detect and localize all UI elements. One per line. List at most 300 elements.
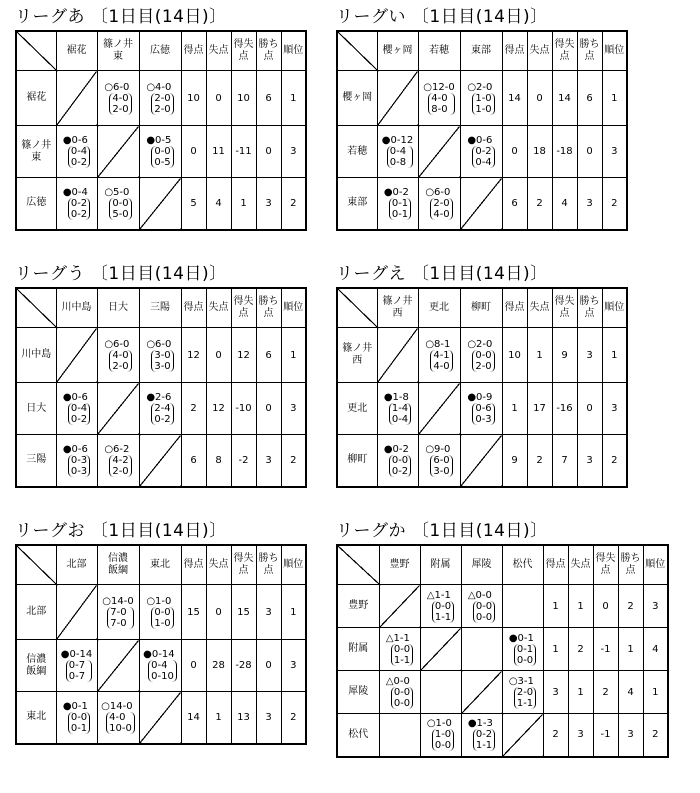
half-scores — [109, 455, 131, 477]
match-score: ○8-1 — [425, 338, 451, 350]
stat-cell: 2 — [593, 671, 618, 714]
league-title: リーグえ 〔1日目(14日)〕 — [336, 264, 548, 284]
stat-cell: 6 — [256, 71, 281, 126]
first-half-score: 0-1 — [516, 643, 534, 655]
stat-cell: 10 — [502, 328, 527, 383]
second-half-score: 0-3 — [70, 465, 88, 477]
second-half-score: 0-5 — [154, 157, 171, 168]
second-half-score: 1-0 — [154, 617, 171, 629]
table-row — [16, 435, 306, 487]
team-name: 東北 — [26, 711, 47, 723]
match-result-cell — [418, 71, 460, 126]
column-header-team — [460, 288, 502, 328]
match-score: ●1-8 — [383, 392, 409, 403]
stat-cell: 3 — [281, 640, 306, 692]
half-scores — [151, 93, 173, 115]
self-match-cell — [379, 585, 420, 628]
half-scores — [151, 403, 173, 425]
second-half-score: 2-0 — [112, 103, 129, 115]
stat-cell: 7 — [552, 435, 577, 487]
match-result-cell — [460, 71, 502, 126]
column-header-stat — [231, 288, 256, 328]
corner-cell — [16, 31, 56, 71]
match-result-cell — [56, 435, 97, 487]
match-result-cell — [420, 714, 461, 757]
stat-cell: 3 — [602, 383, 627, 435]
stat-cell: 9 — [552, 328, 577, 383]
team-name: 豊野 — [389, 559, 410, 570]
stat-cell: 4 — [552, 178, 577, 230]
half-scores — [432, 729, 454, 751]
stat-cell: 1 — [568, 671, 593, 714]
stat-cell: 0 — [181, 640, 206, 692]
stat-cell: 2 — [527, 178, 552, 230]
table-row — [337, 585, 668, 628]
match-score: ○9-0 — [425, 443, 451, 455]
stat-cell: 15 — [181, 585, 206, 640]
stat-cell: 3 — [281, 383, 306, 435]
half-scores — [430, 198, 452, 220]
corner-cell — [337, 31, 377, 71]
second-half-score: 1-1 — [516, 697, 534, 709]
first-half-score: 2-0 — [433, 197, 450, 209]
stat-cell: 1 — [643, 671, 668, 714]
stat-label: 順位 — [604, 302, 625, 313]
second-half-score: 0-8 — [389, 157, 407, 168]
match-score: ○5-0 — [104, 186, 130, 198]
stat-cell: 28 — [206, 640, 231, 692]
self-match-cell — [139, 435, 181, 487]
match-score: △1-1 — [426, 589, 451, 601]
team-name: 松代 — [348, 728, 369, 740]
half-scores — [151, 607, 173, 629]
stat-cell: 3 — [281, 126, 306, 178]
table-row — [16, 692, 306, 744]
team-name: 更北 — [347, 402, 368, 414]
column-header-team — [418, 288, 460, 328]
team-name: 附属 — [430, 559, 451, 570]
match-result-cell — [97, 178, 139, 230]
table-row — [16, 585, 306, 640]
column-header-team — [56, 288, 97, 328]
second-half-score: 8-0 — [431, 103, 448, 115]
stat-cell: 1 — [231, 178, 256, 230]
self-match-cell — [460, 435, 502, 487]
column-header-team — [420, 545, 461, 585]
row-header-team — [337, 628, 379, 671]
column-header-stat — [527, 31, 552, 71]
table-row — [337, 126, 627, 178]
table-row — [337, 178, 627, 230]
stat-label: 勝ち 点 — [579, 39, 600, 62]
match-score: ○6-0 — [104, 81, 130, 93]
stat-label: 得点 — [183, 45, 204, 56]
match-result-cell — [56, 383, 97, 435]
half-scores — [472, 93, 494, 115]
self-match-cell — [461, 671, 502, 714]
self-match-cell — [97, 126, 139, 178]
stat-cell: 0 — [577, 126, 602, 178]
stat-cell: 15 — [231, 585, 256, 640]
stat-cell: 6 — [256, 328, 281, 383]
stat-label: 失点 — [570, 559, 591, 570]
team-name: 篠ノ井 東 — [21, 139, 52, 163]
stat-cell: 10 — [231, 71, 256, 126]
first-half-score: 0-0 — [475, 349, 492, 361]
column-header-stat — [552, 31, 577, 71]
stat-cell: 3 — [568, 714, 593, 757]
standings-table — [336, 544, 669, 758]
match-result-cell — [56, 178, 97, 230]
stat-cell: 17 — [527, 383, 552, 435]
second-half-score: 0-0 — [434, 740, 452, 752]
first-half-score: 1-0 — [434, 729, 452, 741]
half-scores — [472, 350, 494, 372]
column-header-stat — [181, 31, 206, 71]
stat-cell: 2 — [602, 178, 627, 230]
team-name: 広徳 — [26, 197, 47, 209]
match-result-cell — [461, 714, 502, 757]
stat-cell: 0 — [206, 585, 231, 640]
second-half-score: 0-0 — [516, 654, 534, 666]
row-header-team — [337, 435, 377, 487]
stat-cell: 2 — [618, 585, 643, 628]
stat-cell: 3 — [256, 178, 281, 230]
first-half-score: 0-0 — [70, 711, 88, 723]
second-half-score: 3-0 — [433, 465, 450, 477]
match-score: △0-0 — [467, 589, 492, 601]
team-name: 東部 — [471, 45, 491, 56]
stat-cell: 0 — [181, 126, 206, 178]
table-row — [337, 714, 668, 757]
match-score: ●0-5 — [146, 135, 172, 146]
second-half-score: 0-4 — [475, 157, 492, 168]
stat-cell: 0 — [206, 71, 231, 126]
table-row — [16, 71, 306, 126]
match-score: ○6-2 — [104, 443, 130, 455]
half-scores — [514, 644, 536, 666]
stat-cell: 0 — [577, 383, 602, 435]
match-result-cell — [379, 671, 420, 714]
half-scores — [151, 350, 173, 372]
half-scores — [473, 601, 495, 623]
stat-label: 得失 点 — [233, 296, 254, 319]
team-name: 信濃 飯綱 — [108, 553, 128, 576]
stat-cell: 0 — [502, 126, 527, 178]
stat-cell: 2 — [568, 628, 593, 671]
team-name: 若穂 — [347, 145, 368, 157]
self-match-cell — [56, 585, 97, 640]
column-header-stat — [643, 545, 668, 585]
row-header-team — [16, 178, 56, 230]
stat-label: 得失 点 — [233, 39, 254, 62]
stat-label: 順位 — [604, 45, 625, 56]
row-header-team — [16, 126, 56, 178]
match-result-cell — [461, 585, 502, 628]
column-header-team — [502, 545, 543, 585]
second-half-score: 0-2 — [70, 157, 88, 168]
stat-cell: 5 — [181, 178, 206, 230]
row-header-team — [337, 671, 379, 714]
match-result-cell — [56, 126, 97, 178]
second-half-score: 3-0 — [154, 360, 171, 372]
second-half-score: 1-1 — [475, 740, 493, 752]
second-half-score: 0-0 — [475, 611, 493, 623]
stat-label: 失点 — [529, 45, 550, 56]
self-match-cell — [502, 714, 543, 757]
second-half-score: 2-0 — [112, 360, 129, 372]
first-half-score: 0-2 — [475, 729, 493, 741]
stat-cell: 4 — [643, 628, 668, 671]
second-half-score: 0-0 — [393, 697, 411, 709]
match-result-cell — [460, 126, 502, 178]
stat-cell: 14 — [181, 692, 206, 744]
team-name: 東北 — [150, 559, 170, 570]
empty-match-cell — [502, 585, 543, 628]
half-scores — [68, 455, 90, 477]
match-score: ●0-12 — [381, 135, 414, 146]
stat-cell: 14 — [502, 71, 527, 126]
league-o — [15, 520, 307, 745]
stat-cell: 0 — [593, 585, 618, 628]
stat-label: 失点 — [208, 45, 229, 56]
column-header-stat — [231, 545, 256, 585]
self-match-cell — [139, 692, 181, 744]
match-result-cell — [139, 71, 181, 126]
league-title: リーグあ 〔1日目(14日)〕 — [15, 7, 227, 27]
half-scores — [389, 198, 411, 220]
column-header-stat — [181, 545, 206, 585]
table-row — [16, 126, 306, 178]
first-half-score: 4-0 — [112, 349, 129, 361]
league-title: リーグお 〔1日目(14日)〕 — [15, 521, 227, 541]
second-half-score: 2-0 — [475, 360, 492, 372]
first-half-score: 0-0 — [475, 600, 493, 612]
column-header-stat — [281, 545, 306, 585]
first-half-score: 6-0 — [433, 454, 450, 466]
stat-cell: 1 — [543, 585, 568, 628]
half-scores — [68, 403, 90, 425]
match-score: ●0-6 — [62, 443, 88, 455]
table-row — [16, 178, 306, 230]
first-half-score: 0-6 — [475, 403, 492, 414]
self-match-cell — [460, 178, 502, 230]
table-row — [16, 328, 306, 383]
team-name: 信濃 飯綱 — [26, 653, 47, 677]
half-scores — [391, 644, 413, 666]
row-header-team — [337, 71, 377, 126]
second-half-score: 0-3 — [475, 414, 492, 425]
match-result-cell — [377, 178, 418, 230]
match-score: ●0-1 — [508, 632, 534, 644]
stat-label: 得点 — [183, 302, 204, 313]
match-score: △1-1 — [385, 632, 410, 644]
stat-cell: 2 — [643, 714, 668, 757]
column-header-stat — [577, 288, 602, 328]
team-name: 若穂 — [429, 45, 449, 56]
stat-cell: 12 — [231, 328, 256, 383]
column-header-stat — [618, 545, 643, 585]
column-header-team — [377, 288, 418, 328]
column-header-stat — [593, 545, 618, 585]
self-match-cell — [97, 383, 139, 435]
team-name: 柳町 — [347, 454, 368, 466]
match-result-cell — [502, 671, 543, 714]
first-half-score: 7-0 — [110, 606, 127, 618]
first-half-score: 2-4 — [154, 403, 171, 414]
second-half-score: 0-2 — [70, 208, 88, 220]
match-score: ●1-3 — [467, 718, 493, 730]
first-half-score: 0-3 — [70, 454, 88, 466]
standings-table — [15, 544, 307, 745]
team-name: 更北 — [429, 302, 449, 313]
stat-cell: 1 — [602, 71, 627, 126]
table-row — [337, 435, 627, 487]
stat-cell: -2 — [231, 435, 256, 487]
match-score: ○1-0 — [426, 718, 452, 730]
half-scores — [106, 712, 135, 734]
match-result-cell — [97, 692, 139, 744]
stat-cell: 1 — [543, 628, 568, 671]
match-score: ●0-14 — [60, 649, 93, 660]
first-half-score: 4-2 — [112, 454, 129, 466]
match-score: ●0-14 — [143, 649, 175, 660]
half-scores — [107, 607, 133, 629]
half-scores — [151, 146, 173, 168]
corner-cell — [16, 545, 56, 585]
first-half-score: 0-1 — [391, 197, 409, 209]
stat-cell: 2 — [281, 435, 306, 487]
stat-label: 得点 — [504, 45, 525, 56]
empty-match-cell — [379, 714, 420, 757]
empty-match-cell — [461, 628, 502, 671]
self-match-cell — [56, 71, 97, 126]
match-result-cell — [139, 328, 181, 383]
first-half-score: 0-2 — [70, 197, 88, 209]
stat-cell: 0 — [256, 126, 281, 178]
match-result-cell — [377, 126, 418, 178]
row-header-team — [337, 714, 379, 757]
stat-cell: 2 — [281, 692, 306, 744]
second-half-score: 7-0 — [110, 617, 127, 629]
stat-cell: -16 — [552, 383, 577, 435]
league-e — [336, 263, 628, 488]
league-i — [336, 6, 628, 231]
column-header-stat — [256, 31, 281, 71]
table-row — [16, 383, 306, 435]
first-half-score: 4-0 — [431, 92, 448, 104]
stat-cell: 12 — [181, 328, 206, 383]
first-half-score: 1-4 — [391, 403, 409, 414]
second-half-score: 10-0 — [109, 722, 132, 734]
table-row — [337, 628, 668, 671]
standings-table — [15, 30, 307, 231]
first-half-score: 0-7 — [68, 660, 86, 671]
stat-label: 順位 — [283, 45, 304, 56]
team-name: 北部 — [66, 559, 87, 570]
stat-cell: 6 — [577, 71, 602, 126]
half-scores — [68, 146, 90, 168]
match-result-cell — [418, 328, 460, 383]
match-result-cell — [139, 585, 181, 640]
league-a — [15, 6, 307, 231]
match-score: ●0-4 — [62, 186, 88, 198]
stat-cell: 3 — [256, 692, 281, 744]
column-header-team — [139, 545, 181, 585]
first-half-score: 0-0 — [154, 606, 171, 618]
column-header-stat — [231, 31, 256, 71]
team-name: 北部 — [26, 606, 47, 617]
match-score: ●0-2 — [383, 186, 409, 198]
table-row — [337, 71, 627, 126]
stat-label: 勝ち 点 — [579, 296, 600, 319]
row-header-team — [337, 383, 377, 435]
stat-cell: 1 — [618, 628, 643, 671]
first-half-score: 2-0 — [154, 92, 171, 104]
stat-label: 得点 — [183, 559, 204, 570]
row-header-team — [16, 640, 56, 692]
stat-label: 順位 — [645, 559, 666, 570]
first-half-score: 0-0 — [112, 197, 129, 209]
stat-cell: 6 — [502, 178, 527, 230]
match-score: ○14-0 — [102, 595, 134, 607]
match-score: ○2-0 — [467, 338, 493, 350]
team-name: 松代 — [512, 559, 533, 570]
stat-cell: 3 — [256, 435, 281, 487]
stat-cell: 11 — [206, 126, 231, 178]
team-name: 日大 — [26, 402, 47, 414]
first-half-score: 0-0 — [154, 146, 171, 157]
match-score: △0-0 — [385, 675, 410, 687]
second-half-score: 0-4 — [391, 414, 409, 425]
match-score: ○3-1 — [508, 675, 534, 687]
corner-cell — [337, 288, 377, 328]
team-name: 三陽 — [26, 454, 47, 466]
match-score: ○2-0 — [467, 81, 493, 93]
team-name: 豊野 — [348, 600, 369, 611]
corner-cell — [337, 545, 379, 585]
league-title: リーグい 〔1日目(14日)〕 — [336, 7, 548, 27]
first-half-score: 0-2 — [475, 146, 492, 157]
stat-cell: 3 — [577, 178, 602, 230]
stat-label: 順位 — [283, 559, 304, 570]
stat-cell: 1 — [206, 692, 231, 744]
match-score: ●0-6 — [467, 135, 493, 146]
stat-cell: 2 — [602, 435, 627, 487]
team-name: 篠ノ井 西 — [382, 296, 413, 319]
team-name: 広徳 — [150, 45, 170, 56]
table-row — [337, 383, 627, 435]
stat-cell: -1 — [593, 714, 618, 757]
match-result-cell — [418, 178, 460, 230]
stat-cell: 1 — [281, 585, 306, 640]
team-name: 櫻ヶ岡 — [342, 92, 373, 103]
stat-cell: 0 — [527, 71, 552, 126]
corner-cell — [16, 288, 56, 328]
column-header-stat — [602, 31, 627, 71]
match-score: ●0-6 — [62, 135, 88, 146]
second-half-score: 0-2 — [70, 414, 88, 425]
self-match-cell — [420, 628, 461, 671]
half-scores — [387, 146, 413, 168]
first-half-score: 4-0 — [112, 92, 129, 104]
team-name: 裾花 — [26, 92, 47, 103]
match-result-cell — [460, 383, 502, 435]
stat-cell: 6 — [181, 435, 206, 487]
column-header-team — [97, 288, 139, 328]
row-header-team — [16, 383, 56, 435]
match-score: ●0-9 — [467, 392, 493, 403]
